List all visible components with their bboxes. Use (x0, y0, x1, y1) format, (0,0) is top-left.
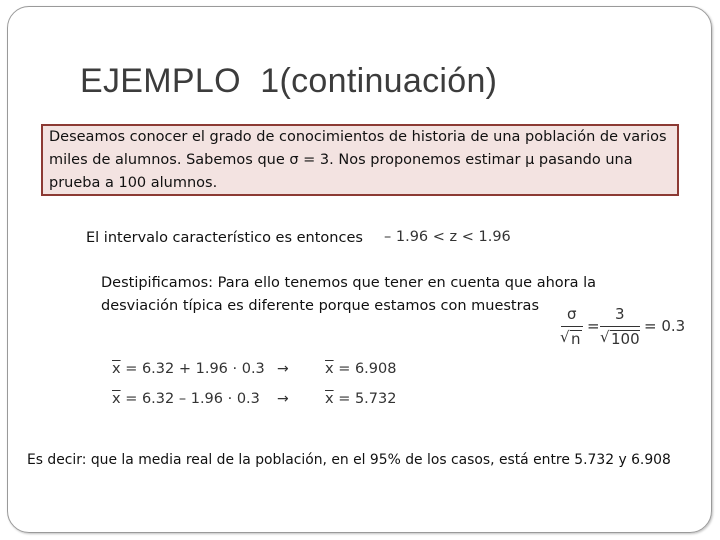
hundred-denominator: 100 (611, 330, 640, 348)
equation-row-1 (112, 361, 265, 377)
xbar-symbol: $\overline{x}$ (325, 391, 334, 407)
fraction-bar-2 (600, 326, 640, 327)
equation-rhs: = 6.32 + 1.96 · 0.3 (120, 361, 265, 377)
result-value: = 6.908 (333, 361, 397, 377)
equation-row-2 (112, 391, 260, 407)
conclusion-text: Es decir: que la media real de la población, en el 95% de los casos, está entre 5.732 y 6.908 (27, 452, 671, 468)
intervalo-formula: – 1.96 < z < 1.96 (384, 229, 511, 245)
problem-statement-box (41, 124, 679, 196)
sqrt-icon-1: √ (560, 328, 570, 346)
intervalo-text: El intervalo característico es entonces (86, 230, 363, 246)
arrow-icon: → (277, 391, 289, 407)
fraction-bar-1 (561, 326, 583, 327)
result-value: = 5.732 (333, 391, 397, 407)
equals-result: = 0.3 (644, 317, 686, 335)
destip-line-1: Destipificamos: Para ello tenemos que tener en cuenta que ahora la (101, 275, 597, 291)
problem-line-1: Deseamos conocer el grado de conocimientos de historia de una población de varios (49, 129, 667, 145)
equals-sign-1: = (587, 317, 600, 335)
sigma-formula (560, 305, 690, 353)
sigma-numerator: σ (567, 305, 577, 323)
equation-result-1 (325, 361, 396, 377)
destip-line-2: desviación típica es diferente porque estamos con muestras (101, 298, 540, 314)
equation-rhs: = 6.32 – 1.96 · 0.3 (120, 391, 260, 407)
xbar-symbol: $\overline{x}$ (112, 391, 121, 407)
three-numerator: 3 (615, 305, 625, 323)
sigma-denominator: n (571, 330, 581, 348)
sqrt-icon-2: √ (600, 328, 610, 346)
arrow-icon: → (277, 361, 289, 377)
slide-title: EJEMPLO 1(continuación) (80, 62, 498, 100)
xbar-symbol: $\overline{x}$ (112, 361, 121, 377)
equation-result-2 (325, 391, 396, 407)
problem-line-2: miles de alumnos. Sabemos que σ = 3. Nos proponemos estimar μ pasando una (49, 152, 633, 168)
xbar-symbol: $\overline{x}$ (325, 361, 334, 377)
problem-line-3: prueba a 100 alumnos. (49, 175, 218, 191)
